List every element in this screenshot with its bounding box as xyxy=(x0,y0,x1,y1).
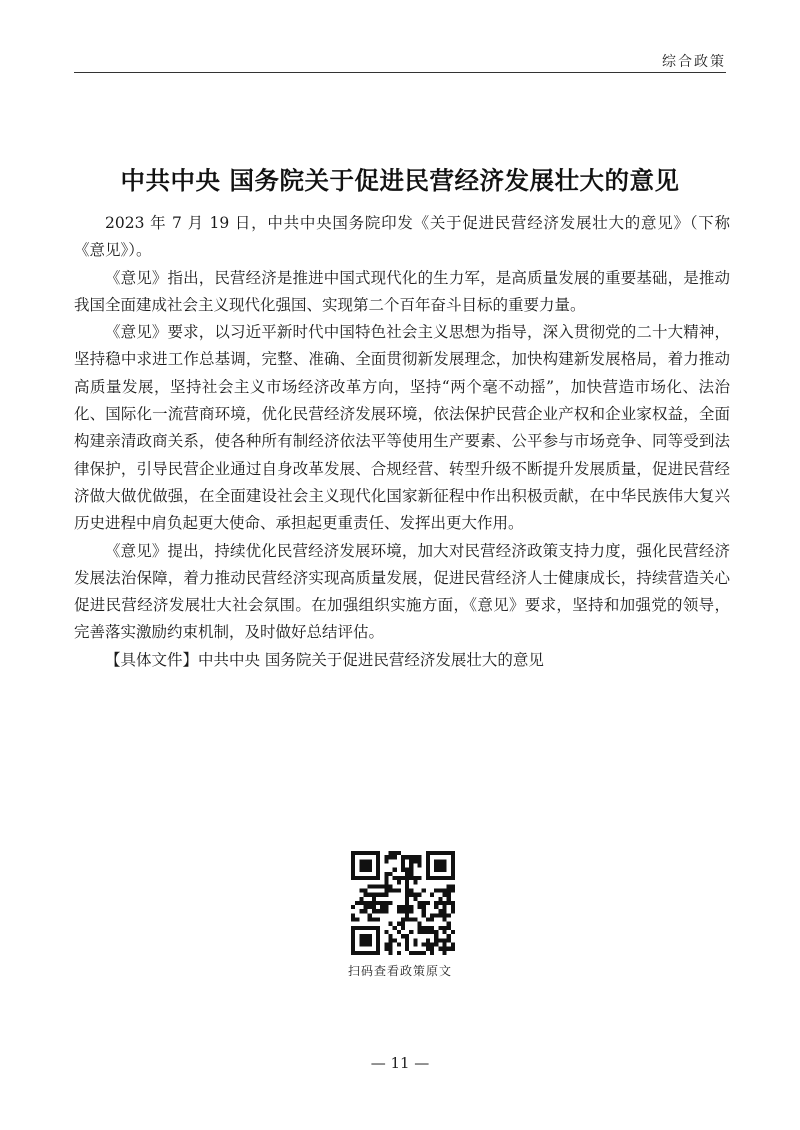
paragraph-point-out: 《意见》指出，民营经济是推进中国式现代化的生力军，是高质量发展的重要基础，是推动我国全面建成社会主义现代化强国、实现第二个百年奋斗目标的重要力量。 xyxy=(74,268,730,314)
header-divider xyxy=(74,72,726,73)
paragraph-source-document: 【具体文件】中共中央 国务院关于促进民营经济发展壮大的意见 xyxy=(105,650,544,669)
page-number: — 11 — xyxy=(370,1054,430,1072)
qr-caption: 扫码查看政策原文 xyxy=(347,964,452,978)
qr-code[interactable] xyxy=(351,851,455,955)
paragraph-proposals: 《意见》提出，持续优化民营经济发展环境，加大对民营经济政策支持力度，强化民营经济发展法治保障，着力推动民营经济实现高质量发展，促进民营经济人士健康成长，持续营造关心促进民营经济发展壮大社会氛围。在加强组织实施方面，《意见》要求，坚持和加强党的领导，完善落实激励约束机制，及时做好总结评估。 xyxy=(74,541,730,642)
article-title: 中共中央 国务院关于促进民营经济发展壮大的意见 xyxy=(120,166,680,196)
section-label: 综合政策 xyxy=(662,54,726,70)
paragraph-requirements: 《意见》要求，以习近平新时代中国特色社会主义思想为指导，深入贯彻党的二十大精神，坚持稳中求进工作总基调，完整、准确、全面贯彻新发展理念，加快构建新发展格局，着力推动高质量发展，坚持社会主义市场经济改革方向，坚持“两个毫不动摇”，加快营造市场化、法治化、国际化一流营商环境，优化民营经济发展环境，依法保护民营企业产权和企业家权益，全面构建亲清政商关系，使各种所有制经济依法平等使用生产要素、公平参与市场竞争、同等受到法律保护，引导民营企业通过自身改革发展、合规经营、转型升级不断提升发展质量，促进民营经济做大做优做强，在全面建设社会主义现代化国家新征程中作出积极贡献，在中华民族伟大复兴历史进程中肩负起更大使命、承担起更重责任、发挥出更大作用。 xyxy=(74,323,730,533)
article-body xyxy=(74,210,730,674)
paragraph-intro: 2023 年 7 月 19 日，中共中央国务院印发《关于促进民营经济发展壮大的意见》（下称《意见》）。 xyxy=(74,214,730,260)
